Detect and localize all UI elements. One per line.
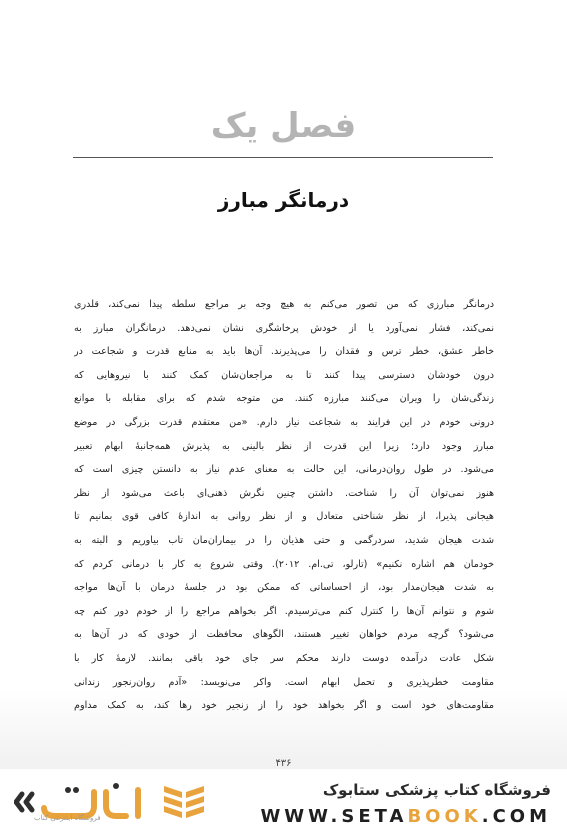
body-line: شوم و نتوانم آن‌ها را کنترل کنم می‌ترسیدم. اگر بخواهم مراجع را از خودم دور کنم چه <box>74 605 494 617</box>
body-line: می‌شود؟ گرچه مردم خواهان تغییر هستند، الگوهای محافظت از خودی که در آن‌ها به <box>74 629 494 641</box>
chapter-divider <box>73 157 493 158</box>
body-line: خاطر عشق، خطر ترس و فقدان را می‌پذیرند. آن‌ها باید به منابع قدرت و شجاعت در <box>74 346 494 358</box>
body-line: خودمان هم اشاره نکنیم» (تارلو، تی.ام. ۲۰۱۲). وقتی شروع به کار با درمانی کردم که <box>74 558 494 570</box>
store-url-prefix: WWW.SETA <box>260 806 408 827</box>
body-line: مقاومت خطرپذیری و تحمل ابهام است. واکر می‌نویسد: «آدم روان‌رنجور زندانی <box>74 676 494 688</box>
store-footer-banner <box>0 769 567 832</box>
body-line: هنوز نمی‌توان آن را شناخت. داشتن چنین نگرش ذهنی‌ای باعث می‌شود از نظر <box>74 487 494 499</box>
store-url-accent: BOOK <box>407 806 482 827</box>
body-line: شدت هیجان شدید، سردرگمی و حتی هذیان را در بیماران‌مان تاب بیاوریم و البته به <box>74 534 494 546</box>
brand-tagline: فروشگاه اینترنتی کتاب <box>34 814 101 822</box>
body-line: مقاومت‌های خود است و اگر بخواهد خود را از زنجیر خود رها کند، به کمک مداوم <box>74 700 494 712</box>
body-line: مبارز وجود دارد؛ زیرا این قدرت از نظر بالینی به پذیرش همه‌جانبهٔ ابهام تعبیر <box>74 440 494 452</box>
body-line: شکل عادت درآمده دوست دارند محکم سر جای خود باقی بمانند. لازمهٔ کار با <box>74 652 494 664</box>
body-line: نمی‌کند، فشار نمی‌آورد یا از خودش پرخاشگری نشان نمی‌دهد. درمانگران مبارز به <box>74 322 494 334</box>
store-name: فروشگاه کتاب پزشکی ستابوک <box>322 781 551 799</box>
body-line: به شدت هیجان‌مدار بود، از احساساتی که ممکن بود در جلسهٔ درمان با آن‌ها مواجه <box>74 582 494 594</box>
body-line: زندگی‌شان را ویران می‌کنند مبارزه کنند. من متوجه شدم که برای مقابله با موانع <box>74 393 494 405</box>
body-paragraph <box>74 293 494 718</box>
body-line: درون خودشان دسترسی پیدا کنند تا به مراجعان‌شان کمک کنند با نیروهایی که <box>74 369 494 381</box>
body-line: می‌شود. در طول روان‌درمانی، این حالت به معنای عدم نیاز به دانستن چیزی است که <box>74 464 494 476</box>
page-number: ۴۳۶ <box>275 758 292 769</box>
body-line: درونی خودم در این فرایند به شجاعت نیاز دارم. «من معتقدم قدرت بزرگی در موضع <box>74 416 494 428</box>
body-line: درمانگر مبارزی که من تصور می‌کنم به هیچ وجه بر مراجع سلطه پیدا نمی‌کند، قلدری <box>74 299 494 310</box>
store-url-suffix: .COM <box>481 806 551 827</box>
chapter-title: فصل یک <box>210 106 357 146</box>
section-title: درمانگر مبارز <box>217 188 350 212</box>
body-line: هیجانی پذیرا، از نظر شناختی متعادل و از نظر روانی به اندازهٔ کافی قوی بمانیم تا <box>74 511 494 523</box>
open-book-icon <box>160 782 208 822</box>
store-url-link[interactable] <box>260 806 551 827</box>
